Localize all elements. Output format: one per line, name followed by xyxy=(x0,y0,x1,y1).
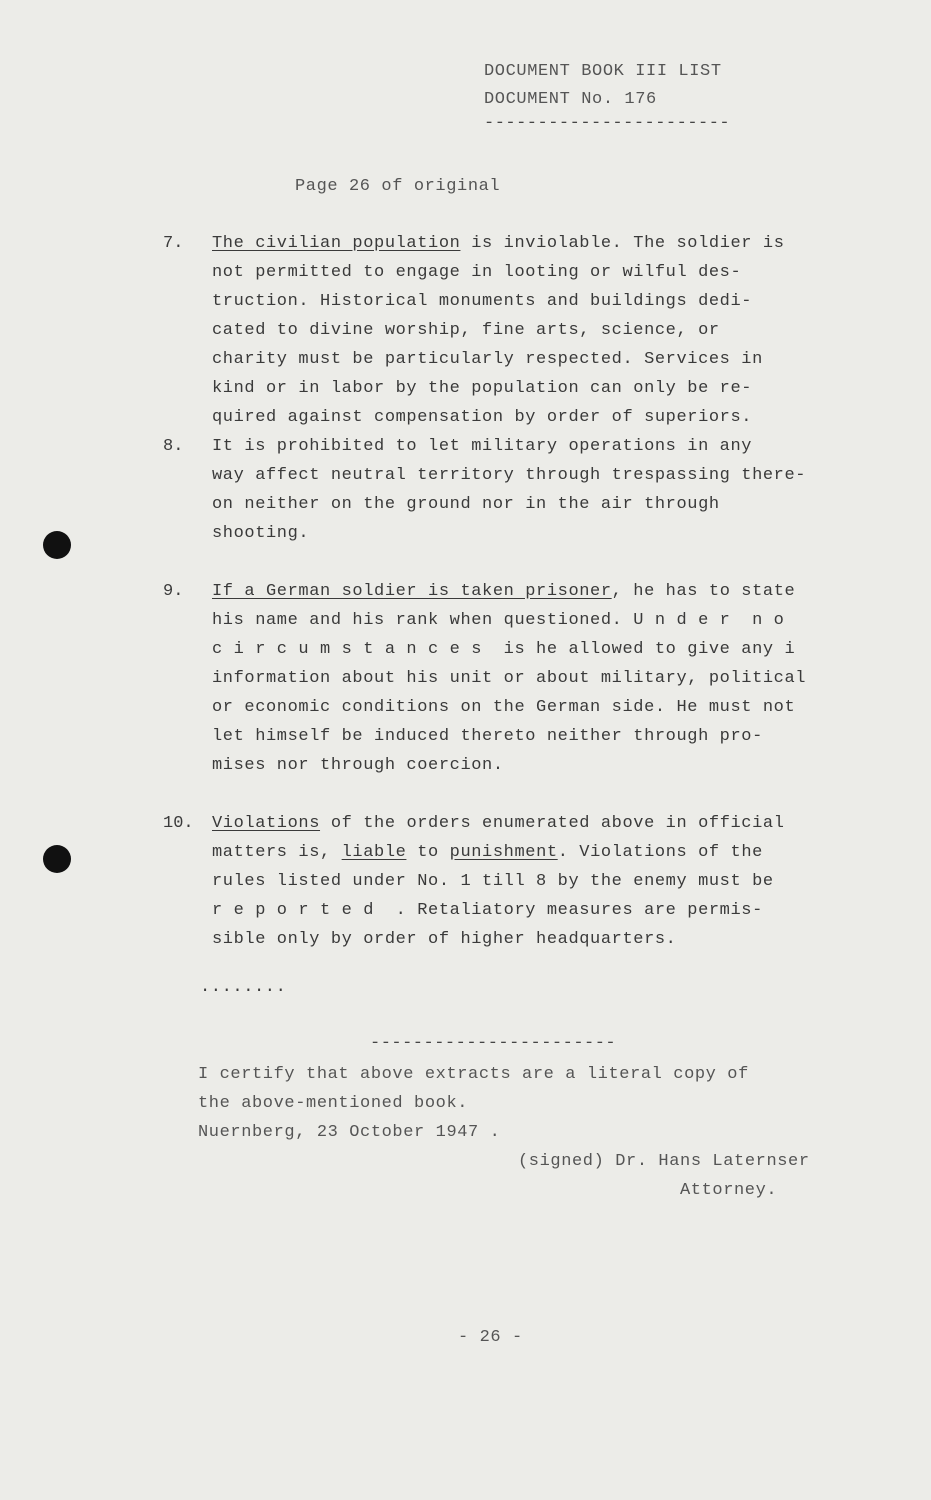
item-7-line-4: cated to divine worship, fine arts, science, or xyxy=(212,321,720,340)
item-number: 9. xyxy=(163,582,184,601)
underlined-word: Violations xyxy=(212,814,321,833)
underlined-word: punishment xyxy=(449,843,558,862)
certification-line-3: Nuernberg, 23 October 1947 . xyxy=(198,1123,501,1142)
item-8-line-3: on neither on the ground nor in the air through xyxy=(212,495,720,514)
page-number: - 26 - xyxy=(458,1328,523,1347)
item-10-line-3: rules listed under No. 1 till 8 by the enemy must be xyxy=(212,872,774,891)
underlined-phrase: The civilian population xyxy=(212,234,461,253)
header-line-1: DOCUMENT BOOK III LIST xyxy=(484,62,722,81)
item-10-line-2: matters is, liable to punishment. Violations of the xyxy=(212,843,763,862)
item-9-line-5: or economic conditions on the German side. He must not xyxy=(212,698,796,717)
certification-line-2: the above-mentioned book. xyxy=(198,1094,469,1113)
item-9-line-6: let himself be induced thereto neither through pro- xyxy=(212,727,763,746)
item-number: 10. xyxy=(163,814,194,833)
item-number: 8. xyxy=(163,437,184,456)
signatory-title: Attorney. xyxy=(680,1181,778,1200)
item-7-line-3: truction. Historical monuments and buildings dedi- xyxy=(212,292,753,311)
header-line-2: DOCUMENT No. 176 xyxy=(484,90,657,109)
item-7-line-2: not permitted to engage in looting or wilful des- xyxy=(212,263,742,282)
item-7-line-1: The civilian population is inviolable. The soldier is xyxy=(212,234,785,253)
item-8-line-1: It is prohibited to let military operations in any xyxy=(212,437,753,456)
item-9-line-7: mises nor through coercion. xyxy=(212,756,504,775)
item-9-line-4: information about his unit or about military, political xyxy=(212,669,807,688)
item-9-line-1: If a German soldier is taken prisoner, he has to state xyxy=(212,582,796,601)
underlined-word: liable xyxy=(341,843,407,862)
punch-hole-upper xyxy=(43,531,71,559)
underlined-phrase: If a German soldier is taken prisoner xyxy=(212,582,612,601)
signature-line: (signed) Dr. Hans Laternser xyxy=(518,1152,810,1171)
item-10-line-1: Violations of the orders enumerated above in official xyxy=(212,814,785,833)
punch-hole-lower xyxy=(43,845,71,873)
item-10-line-5: sible only by order of higher headquarters. xyxy=(212,930,677,949)
item-9-line-3: c i r c u m s t a n c e s is he allowed to give any i xyxy=(212,640,796,659)
separator-rule: ----------------------- xyxy=(370,1034,617,1053)
ellipsis: ........ xyxy=(200,978,287,997)
item-10-line-4: r e p o r t e d . Retaliatory measures are permis- xyxy=(212,901,763,920)
page-reference: Page 26 of original xyxy=(295,177,501,196)
item-9-line-2: his name and his rank when questioned. U n d e r n o xyxy=(212,611,785,630)
item-8-line-4: shooting. xyxy=(212,524,310,543)
item-7-line-7: quired against compensation by order of superiors. xyxy=(212,408,753,427)
item-8-line-2: way affect neutral territory through trespassing there- xyxy=(212,466,807,485)
header-rule: ----------------------- xyxy=(484,114,731,133)
item-number: 7. xyxy=(163,234,184,253)
certification-line-1: I certify that above extracts are a literal copy of xyxy=(198,1065,749,1084)
item-7-line-5: charity must be particularly respected. Services in xyxy=(212,350,763,369)
item-7-line-6: kind or in labor by the population can only be re- xyxy=(212,379,753,398)
